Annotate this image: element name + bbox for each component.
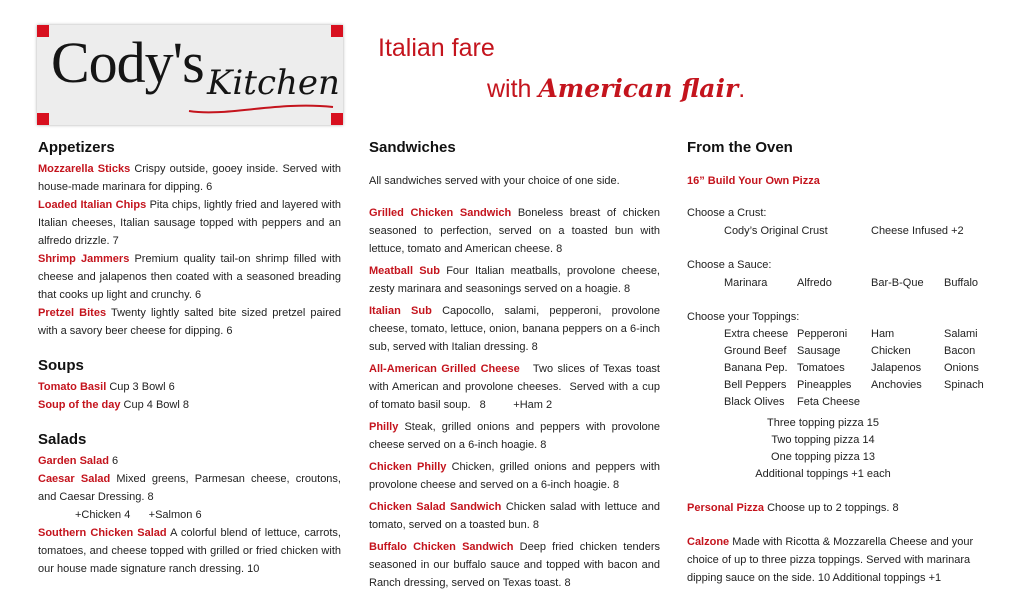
topping: Extra cheese [724,328,789,340]
price-line: One topping pizza 13 [771,451,875,463]
salad-addons: +Chicken 4 +Salmon 6 [75,509,202,521]
crust-options [687,222,987,240]
tagline-suffix: . [738,75,746,103]
item-desc: Crispy outside, gooey inside. Served with house-made marinara for dipping. 6 [38,163,342,193]
item-desc: Chicken, grilled onions and peppers with provolone cheese and served on a 6-inch hoagie. 8 [369,461,660,491]
menu-item [38,160,341,196]
price-line: Three topping pizza 15 [767,417,879,429]
tagline-line2 [487,74,745,104]
item-name: Chicken Salad Sandwich [369,501,502,513]
menu-item [38,452,341,470]
item-desc: Deep fried chicken tenders seasoned in our buffalo sauce and topped with bacon and Ranch dressing, served on Texas toast. 8 [369,541,660,589]
price-line: Two topping pizza 14 [771,434,875,446]
menu-item [38,304,341,340]
item-name: Grilled Chicken Sandwich [369,207,512,219]
topping: Chicken [871,345,911,357]
menu-item [369,204,660,258]
menu-item [369,538,660,592]
item-desc: Two slices of Texas toast with American and provolone cheeses. Served with a cup of tomato basil soup. 8 +Ham 2 [369,363,664,411]
column-left [38,136,341,578]
topping: Pepperoni [797,328,848,340]
section-heading-sandwiches: Sandwiches [369,139,456,156]
item-desc: Cup 4 Bowl 8 [120,399,189,411]
topping: Onions [944,362,979,374]
item-name: Southern Chicken Salad [38,527,167,539]
byo-pizza-title: 16” Build Your Own Pizza [687,175,820,187]
section-heading-salads: Salads [38,431,87,448]
logo [37,25,343,125]
column-middle [369,136,664,592]
item-name: Soup of the day [38,399,121,411]
menu-item [38,396,341,414]
item-name: Buffalo Chicken Sandwich [369,541,514,553]
item-desc: Mixed greens, Parmesan cheese, croutons, and Caesar Dressing. 8 [38,473,341,503]
item-desc: Cup 3 Bowl 6 [106,381,175,393]
menu-item [369,262,660,298]
item-name: Garden Salad [38,455,109,467]
sauce-option: Bar-B-Que [871,277,924,289]
topping: Banana Pep. [724,362,788,374]
menu-item [369,418,660,454]
sauce-option: Alfredo [797,277,832,289]
tagline-prefix: with [487,75,539,103]
menu-item [369,302,660,356]
section-heading-soups: Soups [38,357,84,374]
menu-item [369,360,664,414]
crust-option: Cody’s Original Crust [724,225,828,237]
section-heading-oven: From the Oven [687,139,793,156]
column-right [687,136,987,587]
item-desc: Premium quality tail-on shrimp filled with cheese and jalapenos then coated with a seasoned breading that cooks up light and crunchy. 6 [38,253,341,301]
item-name: Mozzarella Sticks [38,163,131,175]
item-desc: Twenty lightly salted bite sized pretzel paired with a savory beer cheese for dipping. 6 [38,307,342,337]
item-name: Philly [369,421,399,433]
sauce-options [687,274,987,292]
pizza-prices [687,415,959,483]
menu-item [38,524,341,578]
item-name: Loaded Italian Chips [38,199,147,211]
section-heading-appetizers: Appetizers [38,139,115,156]
topping: Pineapples [797,379,852,391]
topping: Ground Beef [724,345,787,357]
topping: Sausage [797,345,841,357]
item-desc: Four Italian meatballs, provolone cheese, zesty marinara and seasonings served on a hoagie. 8 [369,265,660,295]
item-name: Calzone [687,536,730,548]
topping: Bell Peppers [724,379,787,391]
item-desc: Boneless breast of chicken seasoned to perfection, served on a toasted bun with lettuce, tomato and American cheese. 8 [369,207,660,255]
item-desc: A colorful blend of lettuce, carrots, tomatoes, and cheese topped with grilled or fried chicken with our house made signature ranch dressing. 10 [38,527,341,575]
logo-sub-text: Kitchen [207,63,340,103]
menu-item [38,470,341,506]
item-name: Personal Pizza [687,502,765,514]
item-name: All-American Grilled Cheese [369,363,520,375]
menu-item [38,196,341,250]
menu-item [38,250,341,304]
menu-item [369,458,660,494]
topping: Ham [871,328,895,340]
topping: Anchovies [871,379,922,391]
logo-corner [37,25,49,37]
item-desc: Choose up to 2 toppings. 8 [764,502,899,514]
tagline-script: American flair [538,74,739,103]
item-name: Pretzel Bites [38,307,107,319]
topping: Salami [944,328,978,340]
item-desc: Capocollo, salami, pepperoni, provolone cheese, tomato, lettuce, onion, banana peppers on a 6-inch sub, served with Italian dressing. 8 [369,305,660,353]
item-name: Tomato Basil [38,381,107,393]
topping: Spinach [944,379,984,391]
topping: Jalapenos [871,362,922,374]
menu-item [687,533,987,587]
toppings-label: Choose your Toppings: [687,311,800,323]
item-name: Chicken Philly [369,461,447,473]
item-desc: Pita chips, lightly fried and layered with Italian cheeses, Italian sausage topped with peppers and an alfredo drizzle. 7 [38,199,341,247]
item-desc: Steak, grilled onions and peppers with provolone cheese served on a 6-inch hoagie. 8 [369,421,660,451]
sauce-option: Marinara [724,277,768,289]
item-name: Caesar Salad [38,473,111,485]
sauce-option: Buffalo [944,277,979,289]
crust-option: Cheese Infused +2 [871,225,964,237]
topping: Feta Cheese [797,396,860,408]
item-name: Shrimp Jammers [38,253,130,265]
topping: Tomatoes [797,362,845,374]
logo-corner [37,113,49,125]
item-desc: Made with Ricotta & Mozzarella Cheese and your choice of up to three pizza toppings. Served with marinara dipping sauce on the side. 10 Additional toppings +1 [687,536,974,584]
sauce-label: Choose a Sauce: [687,259,772,271]
menu-item [687,499,987,517]
logo-main-text: Cody's [51,30,204,95]
item-name: Meatball Sub [369,265,440,277]
menu-item [369,498,660,534]
item-name: Italian Sub [369,305,432,317]
logo-swoosh-icon [187,97,337,119]
toppings-grid [687,326,987,411]
crust-label: Choose a Crust: [687,207,767,219]
item-desc: Chicken salad with lettuce and tomato, served on a toasted bun. 8 [369,501,660,531]
item-desc: 6 [108,455,119,467]
price-line: Additional toppings +1 each [755,468,891,480]
logo-corner [331,25,343,37]
sandwiches-intro: All sandwiches served with your choice of one side. [369,175,620,187]
topping: Bacon [944,345,976,357]
tagline-line1: Italian fare [378,34,495,62]
menu-item [38,378,341,396]
topping: Black Olives [724,396,785,408]
